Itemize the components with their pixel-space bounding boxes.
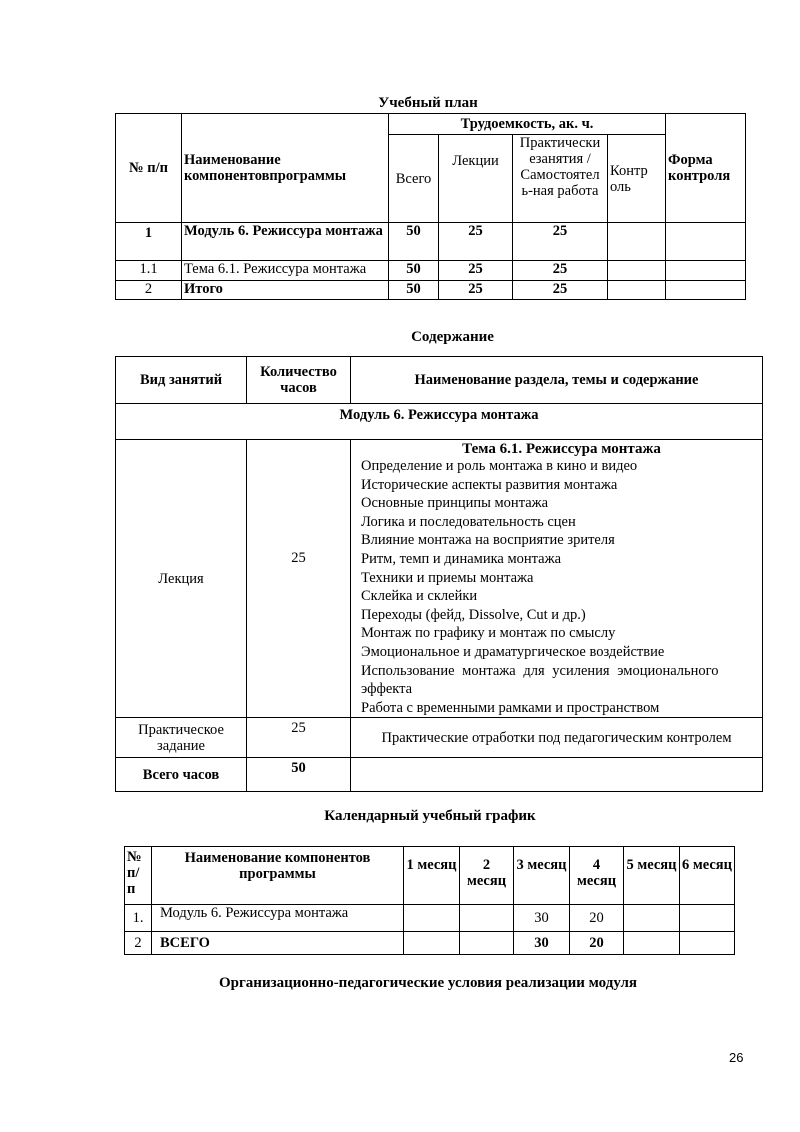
calendar-cell — [624, 905, 680, 932]
total-hours-value: 50 — [247, 758, 351, 792]
plan-row-control — [608, 223, 666, 261]
calendar-cell — [404, 932, 460, 955]
list-item: Эмоциональное и драматургическое воздействие — [361, 643, 665, 660]
calendar-row-num: 1. — [125, 905, 152, 932]
plan-row-total: 50 — [389, 223, 439, 261]
lecture-content — [351, 440, 763, 718]
list-item: Склейка и склейки — [361, 588, 478, 605]
topic-title: Тема 6.1. Режиссура монтажа — [462, 441, 661, 457]
calendar-header-month: 4 месяц — [570, 847, 624, 905]
content-header-type: Вид занятий — [116, 357, 247, 404]
plan-row-total: 50 — [389, 261, 439, 281]
calendar-cell — [680, 905, 735, 932]
list-item: Основные принципы монтажа — [361, 495, 549, 512]
plan-row-num: 2 — [116, 281, 182, 300]
plan-row-practice: 25 — [513, 281, 608, 300]
total-hours-label: Всего часов — [116, 758, 247, 792]
list-item: Использование монтажа для усиления эмоционального — [361, 662, 719, 679]
content-module-title: Модуль 6. Режиссура монтажа — [116, 404, 763, 440]
list-item: эффекта — [361, 681, 413, 698]
plan-table — [115, 113, 746, 300]
content-table — [115, 356, 763, 792]
calendar-header-month: 3 месяц — [514, 847, 570, 905]
list-item: Переходы (фейд, Dissolve, Cut и др.) — [361, 606, 586, 623]
plan-row-lectures: 25 — [439, 261, 513, 281]
calendar-header-month: 2 месяц — [460, 847, 514, 905]
calendar-row — [125, 932, 735, 955]
list-item: Техники и приемы монтажа — [361, 569, 534, 586]
calendar-cell — [680, 932, 735, 955]
list-item: Ритм, темп и динамика монтажа — [361, 550, 562, 567]
lecture-type: Лекция — [116, 440, 247, 718]
plan-title: Учебный план — [378, 95, 478, 111]
plan-row-control — [608, 261, 666, 281]
calendar-cell — [460, 932, 514, 955]
plan-row-practice: 25 — [513, 223, 608, 261]
calendar-table — [124, 846, 735, 955]
plan-row-name: Итого — [182, 281, 389, 300]
calendar-header-month: 5 месяц — [624, 847, 680, 905]
plan-header-labor: Трудоемкость, ак. ч. — [389, 114, 666, 135]
plan-row-form — [666, 223, 746, 261]
calendar-cell — [460, 905, 514, 932]
lecture-hours: 25 — [247, 440, 351, 718]
calendar-header-name: Наименование компонентов программы — [152, 847, 404, 905]
calendar-cell: 20 — [570, 905, 624, 932]
page-number: 26 — [729, 1050, 744, 1065]
total-hours-empty — [351, 758, 763, 792]
content-header-hours: Количество часов — [247, 357, 351, 404]
plan-row-total: 50 — [389, 281, 439, 300]
calendar-cell: 20 — [570, 932, 624, 955]
plan-row-practice: 25 — [513, 261, 608, 281]
topic-list — [361, 457, 762, 717]
practice-desc: Практические отработки под педагогическим контролем — [351, 718, 763, 758]
plan-row — [116, 261, 746, 281]
plan-row-num: 1 — [116, 223, 182, 261]
section-heading: Организационно-педагогические условия реализации модуля — [218, 975, 637, 991]
calendar-header-num: № п/ п — [125, 847, 152, 905]
plan-row-form — [666, 261, 746, 281]
calendar-cell — [404, 905, 460, 932]
plan-header-num: № п/п — [116, 114, 182, 223]
plan-row — [116, 281, 746, 300]
plan-header-name: Наименование компонентовпрограммы — [182, 114, 389, 223]
plan-row-control — [608, 281, 666, 300]
calendar-cell — [624, 932, 680, 955]
list-item: Работа с временными рамками и пространством — [361, 699, 660, 716]
calendar-row-name: Модуль 6. Режиссура монтажа — [152, 905, 404, 932]
practice-hours: 25 — [247, 718, 351, 758]
plan-row-form — [666, 281, 746, 300]
calendar-row — [125, 905, 735, 932]
calendar-cell: 30 — [514, 932, 570, 955]
calendar-title: Календарный учебный график — [324, 808, 536, 824]
practice-type: Практическое задание — [116, 718, 247, 758]
calendar-cell: 30 — [514, 905, 570, 932]
plan-header-practice: Практически езанятия / Самостоятел ь-ная работа — [513, 135, 608, 223]
plan-header-lectures: Лекции — [439, 135, 513, 223]
list-item: Монтаж по графику и монтаж по смыслу — [361, 625, 616, 642]
plan-header-control: Контр оль — [608, 135, 666, 223]
plan-header-total: Всего — [389, 135, 439, 223]
content-header-desc: Наименование раздела, темы и содержание — [351, 357, 763, 404]
list-item: Определение и роль монтажа в кино и видео — [361, 458, 638, 474]
list-item: Исторические аспекты развития монтажа — [361, 476, 618, 493]
calendar-header-month: 1 месяц — [404, 847, 460, 905]
list-item: Влияние монтажа на восприятие зрителя — [361, 532, 615, 549]
plan-row-num: 1.1 — [116, 261, 182, 281]
plan-row — [116, 223, 746, 261]
calendar-header-month: 6 месяц — [680, 847, 735, 905]
calendar-row-num: 2 — [125, 932, 152, 955]
plan-row-name: Модуль 6. Режиссура монтажа — [182, 223, 389, 261]
plan-row-name: Тема 6.1. Режиссура монтажа — [182, 261, 389, 281]
plan-header-form: Форма контроля — [666, 114, 746, 223]
list-item: Логика и последовательность сцен — [361, 513, 576, 530]
plan-row-lectures: 25 — [439, 281, 513, 300]
plan-row-lectures: 25 — [439, 223, 513, 261]
calendar-row-name: ВСЕГО — [152, 932, 404, 955]
content-title: Содержание — [411, 329, 494, 345]
